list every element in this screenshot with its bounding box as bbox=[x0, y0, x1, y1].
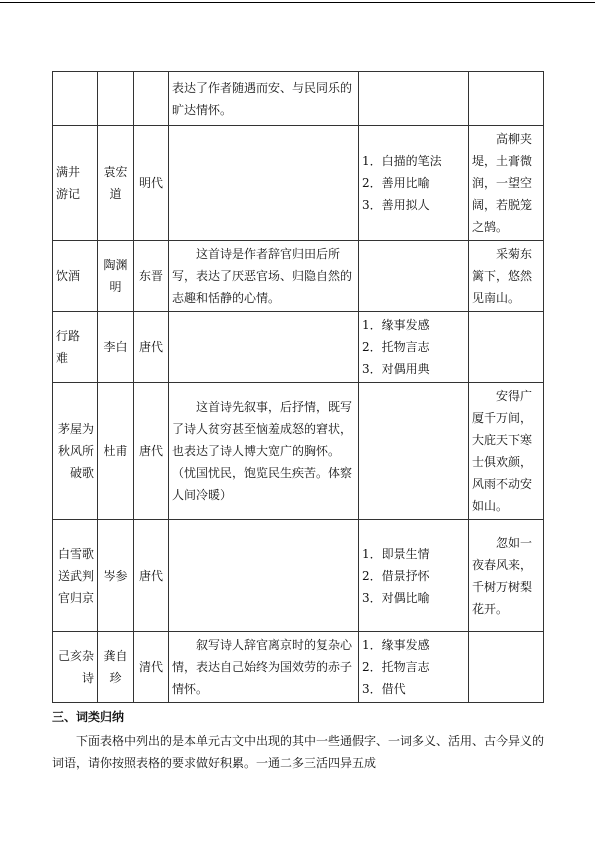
poem-title-cell bbox=[53, 126, 98, 241]
poem-title-cell bbox=[53, 383, 98, 520]
poem-title-cell-text: 白雪歌送武判官归京 bbox=[57, 546, 94, 605]
poem-author-cell bbox=[98, 383, 134, 520]
poem-quote-cell bbox=[469, 520, 544, 632]
poem-dynasty-cell bbox=[134, 72, 169, 126]
technique-item: 3．对偶用典 bbox=[362, 362, 430, 376]
poem-technique-cell bbox=[359, 72, 469, 126]
technique-list bbox=[362, 543, 465, 609]
poem-title-cell-text: 茅屋为秋风所破歌 bbox=[57, 422, 94, 480]
poem-title-cell-text: 己亥杂诗 bbox=[57, 649, 94, 685]
technique-item: 3．善用拟人 bbox=[362, 198, 430, 212]
poem-author-cell-text: 李白 bbox=[103, 340, 128, 354]
section-heading: 三、词类归纳 bbox=[52, 710, 125, 724]
poem-dynasty-cell bbox=[134, 520, 169, 632]
header-rule bbox=[0, 2, 595, 3]
poem-table-body bbox=[53, 72, 544, 703]
poem-quote-cell bbox=[469, 383, 544, 520]
poem-author-cell-text: 袁宏 道 bbox=[103, 165, 128, 201]
technique-item: 2．托物言志 bbox=[362, 660, 430, 674]
poem-title-cell bbox=[53, 241, 98, 312]
poem-theme-cell-text: 叙写诗人辞官离京时的复杂心情，表达自己始终为国效劳的赤子情怀。 bbox=[172, 638, 353, 696]
poem-title-cell bbox=[53, 520, 98, 632]
poem-table bbox=[52, 71, 544, 703]
table-row bbox=[53, 383, 544, 520]
technique-item: 2．借景抒怀 bbox=[362, 568, 430, 583]
technique-item: 1．缘事发感 bbox=[362, 638, 430, 652]
technique-item: 3．对偶比喻 bbox=[362, 590, 430, 605]
poem-theme-cell bbox=[169, 126, 359, 241]
poem-author-cell-text: 陶渊 明 bbox=[103, 258, 128, 294]
poem-technique-cell bbox=[359, 632, 469, 703]
poem-quote-cell bbox=[469, 126, 544, 241]
poem-quote-cell bbox=[469, 241, 544, 312]
poem-title-cell-text: 饮酒 bbox=[56, 269, 81, 283]
poem-theme-cell bbox=[169, 632, 359, 703]
poem-dynasty-cell-text: 唐代 bbox=[138, 444, 163, 458]
poem-quote-cell bbox=[469, 312, 544, 383]
poem-quote-cell-text: 高柳夹堤，土膏微润，一望空阔，若脱笼之鹄。 bbox=[472, 132, 533, 234]
poem-theme-cell-text: 这首诗先叙事，后抒情，既写了诗人贫穷甚至恼羞成怒的窘状，也表达了诗人博大宽广的胸怀。（忧国忧民，饱览民生疾苦。体察人间冷暖） bbox=[172, 400, 353, 502]
technique-item: 1．白描的笔法 bbox=[362, 154, 442, 168]
poem-title-cell-text: 行路 难 bbox=[56, 329, 81, 365]
poem-theme-cell bbox=[169, 312, 359, 383]
poem-theme-cell bbox=[169, 383, 359, 520]
poem-title-cell bbox=[53, 72, 98, 126]
poem-author-cell-text: 龚自 珍 bbox=[103, 649, 128, 685]
poem-dynasty-cell bbox=[134, 632, 169, 703]
poem-quote-cell bbox=[469, 72, 544, 126]
poem-author-cell bbox=[98, 72, 134, 126]
poem-technique-cell bbox=[359, 312, 469, 383]
table-row bbox=[53, 312, 544, 383]
poem-author-cell bbox=[98, 312, 134, 383]
poem-technique-cell bbox=[359, 126, 469, 241]
poem-dynasty-cell bbox=[134, 312, 169, 383]
technique-item: 2．托物言志 bbox=[362, 340, 430, 354]
technique-list bbox=[362, 314, 465, 380]
poem-theme-cell bbox=[169, 241, 359, 312]
poem-dynasty-cell bbox=[134, 383, 169, 520]
technique-item: 1．缘事发感 bbox=[362, 318, 430, 332]
poem-theme-cell bbox=[169, 72, 359, 126]
poem-technique-cell bbox=[359, 383, 469, 520]
poem-author-cell-text: 岑参 bbox=[103, 568, 128, 583]
poem-title-cell-text: 满井 游记 bbox=[56, 165, 81, 201]
poem-technique-cell bbox=[359, 520, 469, 632]
poem-author-cell bbox=[98, 126, 134, 241]
table-row bbox=[53, 126, 544, 241]
poem-quote-cell bbox=[469, 632, 544, 703]
poem-dynasty-cell-text: 明代 bbox=[138, 176, 163, 190]
table-row bbox=[53, 72, 544, 126]
poem-quote-cell-text: 采菊东篱下，悠然见南山。 bbox=[472, 247, 533, 305]
section-body: 下面表格中列出的是本单元古文中出现的其中一些通假字、一词多义、活用、古今异义的词语，请你按照表格的要求做好积累。一通二多三活四异五成 bbox=[52, 734, 545, 770]
technique-item: 2．善用比喻 bbox=[362, 176, 430, 190]
poem-quote-cell-text: 安得广厦千万间，大庇天下寒士俱欢颜，风雨不动安如山。 bbox=[472, 389, 533, 513]
technique-item: 1．即景生情 bbox=[362, 546, 430, 561]
poem-quote-cell-text: 忽如一夜春风来，千树万树梨花开。 bbox=[472, 535, 533, 616]
poem-theme-cell-text: 表达了作者随遇而安、与民同乐的旷达情怀。 bbox=[172, 80, 353, 117]
table-row bbox=[53, 241, 544, 312]
technique-list bbox=[362, 634, 465, 700]
poem-dynasty-cell-text: 唐代 bbox=[138, 340, 163, 354]
poem-dynasty-cell-text: 清代 bbox=[138, 660, 163, 674]
poem-author-cell-text: 杜甫 bbox=[103, 444, 128, 458]
table-row bbox=[53, 632, 544, 703]
poem-theme-cell-text: 这首诗是作者辞官归田后所写，表达了厌恶官场、归隐自然的志趣和恬静的心情。 bbox=[172, 247, 353, 305]
technique-item: 3．借代 bbox=[362, 682, 406, 696]
table-row bbox=[53, 520, 544, 632]
technique-list bbox=[362, 150, 465, 216]
poem-author-cell bbox=[98, 632, 134, 703]
poem-author-cell bbox=[98, 520, 134, 632]
poem-title-cell bbox=[53, 632, 98, 703]
poem-technique-cell bbox=[359, 241, 469, 312]
poem-title-cell bbox=[53, 312, 98, 383]
poem-dynasty-cell bbox=[134, 241, 169, 312]
poem-dynasty-cell-text: 唐代 bbox=[138, 568, 163, 583]
poem-dynasty-cell-text: 东晋 bbox=[138, 269, 163, 283]
poem-author-cell bbox=[98, 241, 134, 312]
poem-theme-cell bbox=[169, 520, 359, 632]
poem-dynasty-cell bbox=[134, 126, 169, 241]
